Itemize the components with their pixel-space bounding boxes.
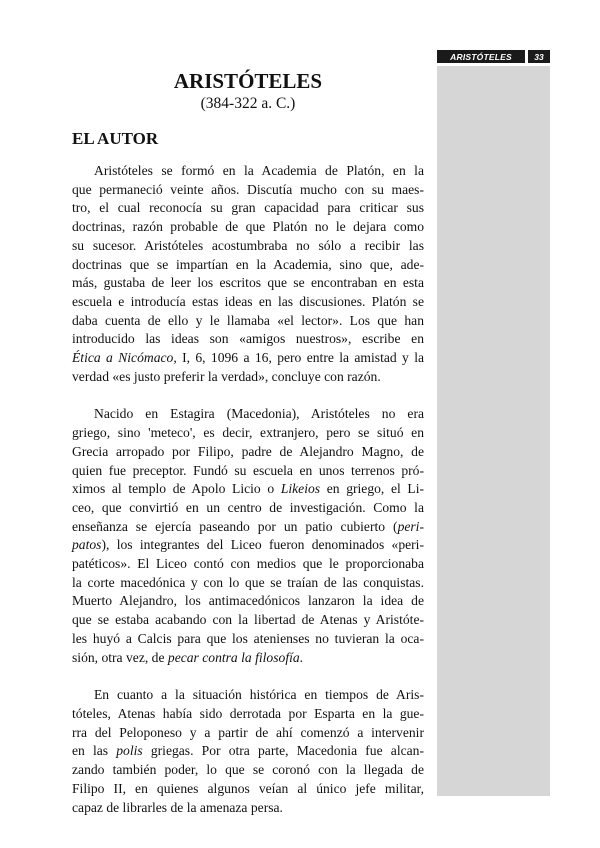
italic-text: peri- [397, 518, 424, 534]
text-line [72, 630, 424, 649]
text-run: rra del Peloponeso y a partir de ahí comenzó a intervenir [72, 724, 424, 740]
text-run: daba cuenta de ello y le llamaba «el lector». Los que han [72, 312, 424, 328]
text-run: . [299, 649, 304, 665]
text-run: tóteles, Atenas había sido derrotada por Esparta en la gue- [72, 705, 424, 721]
text-run: doctrinas que se impartían en la Academia, sino que, ade- [72, 256, 424, 272]
text-line [72, 199, 424, 218]
paragraph [72, 686, 424, 817]
text-run: más, gustaba de leer los escritos que se encontraban en esta [72, 275, 424, 291]
text-run: ximos al templo de Apolo Licio o [72, 481, 281, 497]
text-run: , I, 6, 1096 a 16, pero entre la amistad y la [173, 350, 425, 366]
italic-text: Ética a Nicómaco [72, 350, 174, 366]
text-run: zando también poder, lo que se coronó con la llegada de [72, 762, 424, 778]
text-run: ceo, que convirtió en un centro de investigación. Como la [72, 499, 424, 515]
text-line [72, 293, 424, 312]
text-run: que permaneció veinte años. Discutía mucho con su maes- [72, 181, 424, 197]
text-run: Aristóteles se formó en la Academia de Platón, en la [94, 163, 424, 178]
text-line [72, 499, 424, 518]
text-run: en las [72, 743, 117, 759]
text-run: les huyó a Calcis para que los atenienses no tuvieran la oca- [72, 630, 424, 646]
text-line [72, 574, 424, 593]
text-line [72, 592, 424, 611]
text-line [72, 536, 424, 555]
page-subtitle-dates: (384-322 a. C.) [200, 95, 296, 112]
text-run: doctrinas, razón probable de que Platón no le dejara como [72, 219, 424, 235]
text-line [72, 443, 424, 462]
text-line [72, 256, 424, 275]
text-line [72, 349, 424, 368]
text-run: la corte macedónica y con lo que se traían de las conquistas. [72, 574, 424, 590]
page-title: ARISTÓTELES [173, 69, 323, 93]
text-run: introducido las ideas son «amigos nuestros», escribe en [72, 331, 424, 347]
text-line [72, 555, 424, 574]
text-run: verdad «es justo preferir la verdad», concluye con razón. [72, 368, 381, 384]
text-run: que se estaba acabando con la libertad de Atenas y Aristóte- [72, 612, 424, 628]
text-run: griegas. Por otra parte, Macedonia fue alcan- [142, 743, 424, 759]
running-title: ARISTÓTELES [437, 50, 525, 63]
italic-text: polis [116, 743, 143, 759]
text-line [72, 724, 424, 743]
text-line [72, 649, 424, 668]
text-line [72, 705, 424, 724]
text-line [72, 742, 424, 761]
text-line [72, 330, 424, 349]
text-run: Muerto Alejandro, los antimacedónicos lanzaron la idea de [72, 593, 424, 609]
text-line [72, 462, 424, 481]
text-run: en griego, el Li- [320, 481, 425, 497]
page-content [72, 68, 424, 836]
text-line [72, 274, 424, 293]
text-line [72, 237, 424, 256]
text-line [72, 686, 424, 705]
italic-text: patos [72, 537, 102, 553]
text-line [72, 761, 424, 780]
text-run: su sucesor. Aristóteles acostumbraba no sólo a recibir las [72, 237, 424, 253]
section-title: EL AUTOR [72, 129, 159, 148]
sidebar-panel [437, 66, 550, 796]
text-run: capaz de librarles de la amenaza persa. [72, 799, 283, 815]
text-line [72, 368, 424, 387]
text-run: Filipo II, en quienes algunos veían al único jefe militar, [72, 780, 424, 796]
text-line [72, 518, 424, 537]
text-run: escuela e introducía estas ideas en las discusiones. Platón se [72, 293, 424, 309]
paragraph [72, 405, 424, 667]
text-line [72, 780, 424, 799]
page-number: 33 [528, 50, 550, 63]
text-line [72, 162, 424, 181]
text-line [72, 405, 424, 424]
paragraph [72, 162, 424, 386]
text-run: Grecia arropado por Filipo, padre de Alejandro Magno, de [72, 443, 424, 459]
italic-text: Likeios [280, 481, 321, 497]
text-line [72, 799, 424, 818]
italic-text: pecar contra la filosofía [167, 649, 300, 665]
text-line [72, 611, 424, 630]
running-header [437, 50, 550, 63]
text-run: ), los integrantes del Liceo fueron denominados «peri- [101, 537, 424, 553]
text-run: tro, el cual reconocía su gran capacidad para criticar sus [72, 200, 424, 216]
text-run: patéticos». El Liceo contó con medios que le proporcionaba [72, 556, 424, 572]
text-run: griego, sino 'meteco', es decir, extranjero, pero se situó en [72, 425, 424, 441]
text-line [72, 218, 424, 237]
text-run: En cuanto a la situación histórica en tiempos de Aris- [94, 687, 424, 703]
text-line [72, 312, 424, 331]
text-run: Nacido en Estagira (Macedonia), Aristóteles no era [94, 406, 424, 422]
text-run: sión, otra vez, de [72, 649, 168, 665]
text-line [72, 181, 424, 200]
text-run: quien fue preceptor. Fundó su escuela en unos terrenos pró- [72, 462, 424, 478]
body-text [72, 162, 424, 817]
text-run: enseñanza se ejercía paseando por un patio cubierto ( [72, 518, 398, 534]
text-line [72, 480, 424, 499]
text-line [72, 424, 424, 443]
